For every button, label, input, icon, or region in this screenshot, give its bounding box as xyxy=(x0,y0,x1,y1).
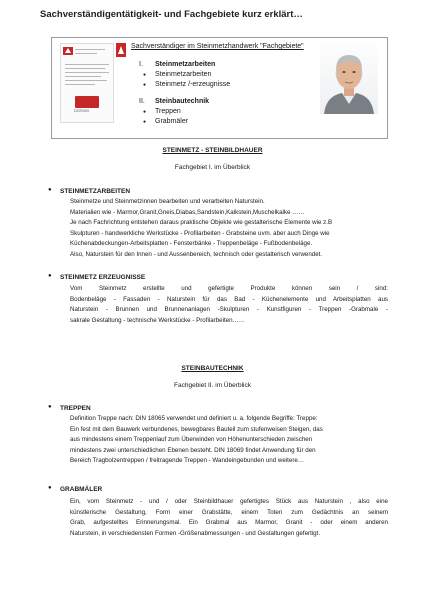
certificate-seal xyxy=(75,96,99,108)
section-heading: Steinbautechnik xyxy=(155,98,210,105)
part2-title: STEINBAUTECHNIK xyxy=(181,365,244,372)
page-title: Sachverständigentätigkeit- und Fachgebiete kurz erklärt… xyxy=(40,9,303,20)
topic-heading: ● TREPPEN xyxy=(60,405,91,412)
section-heading: Steinmetzarbeiten xyxy=(155,61,216,68)
topic-heading: ● STEINMETZ ERZEUGNISSE xyxy=(60,274,145,281)
topic-text: Steinmetze und Steinmetzinnen bearbeiten und verarbeiten Naturstein. Materialien wie - Marmor,Granit,Gneis,Diabas,Sandstein,Kalkstein,Muschelkalke …… Je nach Fachrichtung entstehen daraus praktische Objekte wie gestalterische Elemente wie z.B Skulpturen - handwerkliche Werkstücke - Profilarbeiten - Grabsteine uvm. aber auch Dinge wie Küchenabdeckungen-Arbeitsplatten - Fensterbänke - Treppenbeläge - Fußbodenbeläge. Also, Naturstein für den Innen - und Aussenbereich, technisch oder gestalterisch verwendet. xyxy=(70,198,333,258)
topic-heading: ● STEINMETZARBEITEN xyxy=(60,188,130,195)
part1-subtitle: Fachgebiet I. im Überblick xyxy=(174,164,251,171)
topic-text: Ein, vom Steinmetz - und / oder Steinbildhauer gefertigtes Stück aus Naturstein , also eine künstlerische Gestaltung, Form einer Grabstätte, einem Toten zum Gedächtnis an seinem Grab, aufgestelltes Erinnerungsmal. Ein Grabmal aus Marmor, Granit - oder einem anderen Naturstein, in verschiedensten Formen -Größenabmessungen - und Gestaltungen gefertigt. xyxy=(70,498,388,537)
certificate-logo-icon xyxy=(63,47,73,55)
topic-text: Definition Treppe nach: DIN 18065 verwendet und definiert u. a. folgende Begriffe: Treppe: Ein fest mit dem Bauwerk verbundenes, bewegbares Bauteil zum stufenweisen Steigen, das aus mindestens einem Treppenlauf zum Überwinden von Höhenunterschieden zwischen mindestens zwei unterschiedlichen Ebenen besteht. DIN 18069 findet Anwendung für den Bereich Tragbolzentreppen / freitragende Treppen - Wandeingebunden und weitere… xyxy=(70,415,323,464)
topic-heading: ● GRABMÄLER xyxy=(60,486,102,493)
certificate-seal-text: DGSVM xyxy=(74,108,89,113)
topic-text: Vom Steinmetz erstellte und gefertigte Produkte können sein / sind: Bodenbeläge - Fassaden - Naturstein für das Bad - Küchenelemente und Arbeitsplatten aus Naturstein - Brunnen und Brunnenanlagen -Skulpturen - Kunstfiguren - Treppen -Grabmale - sakrale Gestaltung - technische Werkstücke - Profilarbeiten…… xyxy=(70,285,388,324)
subject-title: Sachverständiger im Steinmetzhandwerk "Fachgebiete" xyxy=(131,43,304,50)
portrait-photo xyxy=(320,44,378,114)
section-numeral: II. xyxy=(139,98,145,105)
section-numeral: I. xyxy=(139,61,143,68)
red-seal-icon xyxy=(116,43,126,57)
part1-title: STEINMETZ - STEINBILDHAUER xyxy=(162,147,263,154)
certificate-thumbnail xyxy=(60,43,114,123)
part2-subtitle: Fachgebiet II. im Überblick xyxy=(174,382,251,389)
